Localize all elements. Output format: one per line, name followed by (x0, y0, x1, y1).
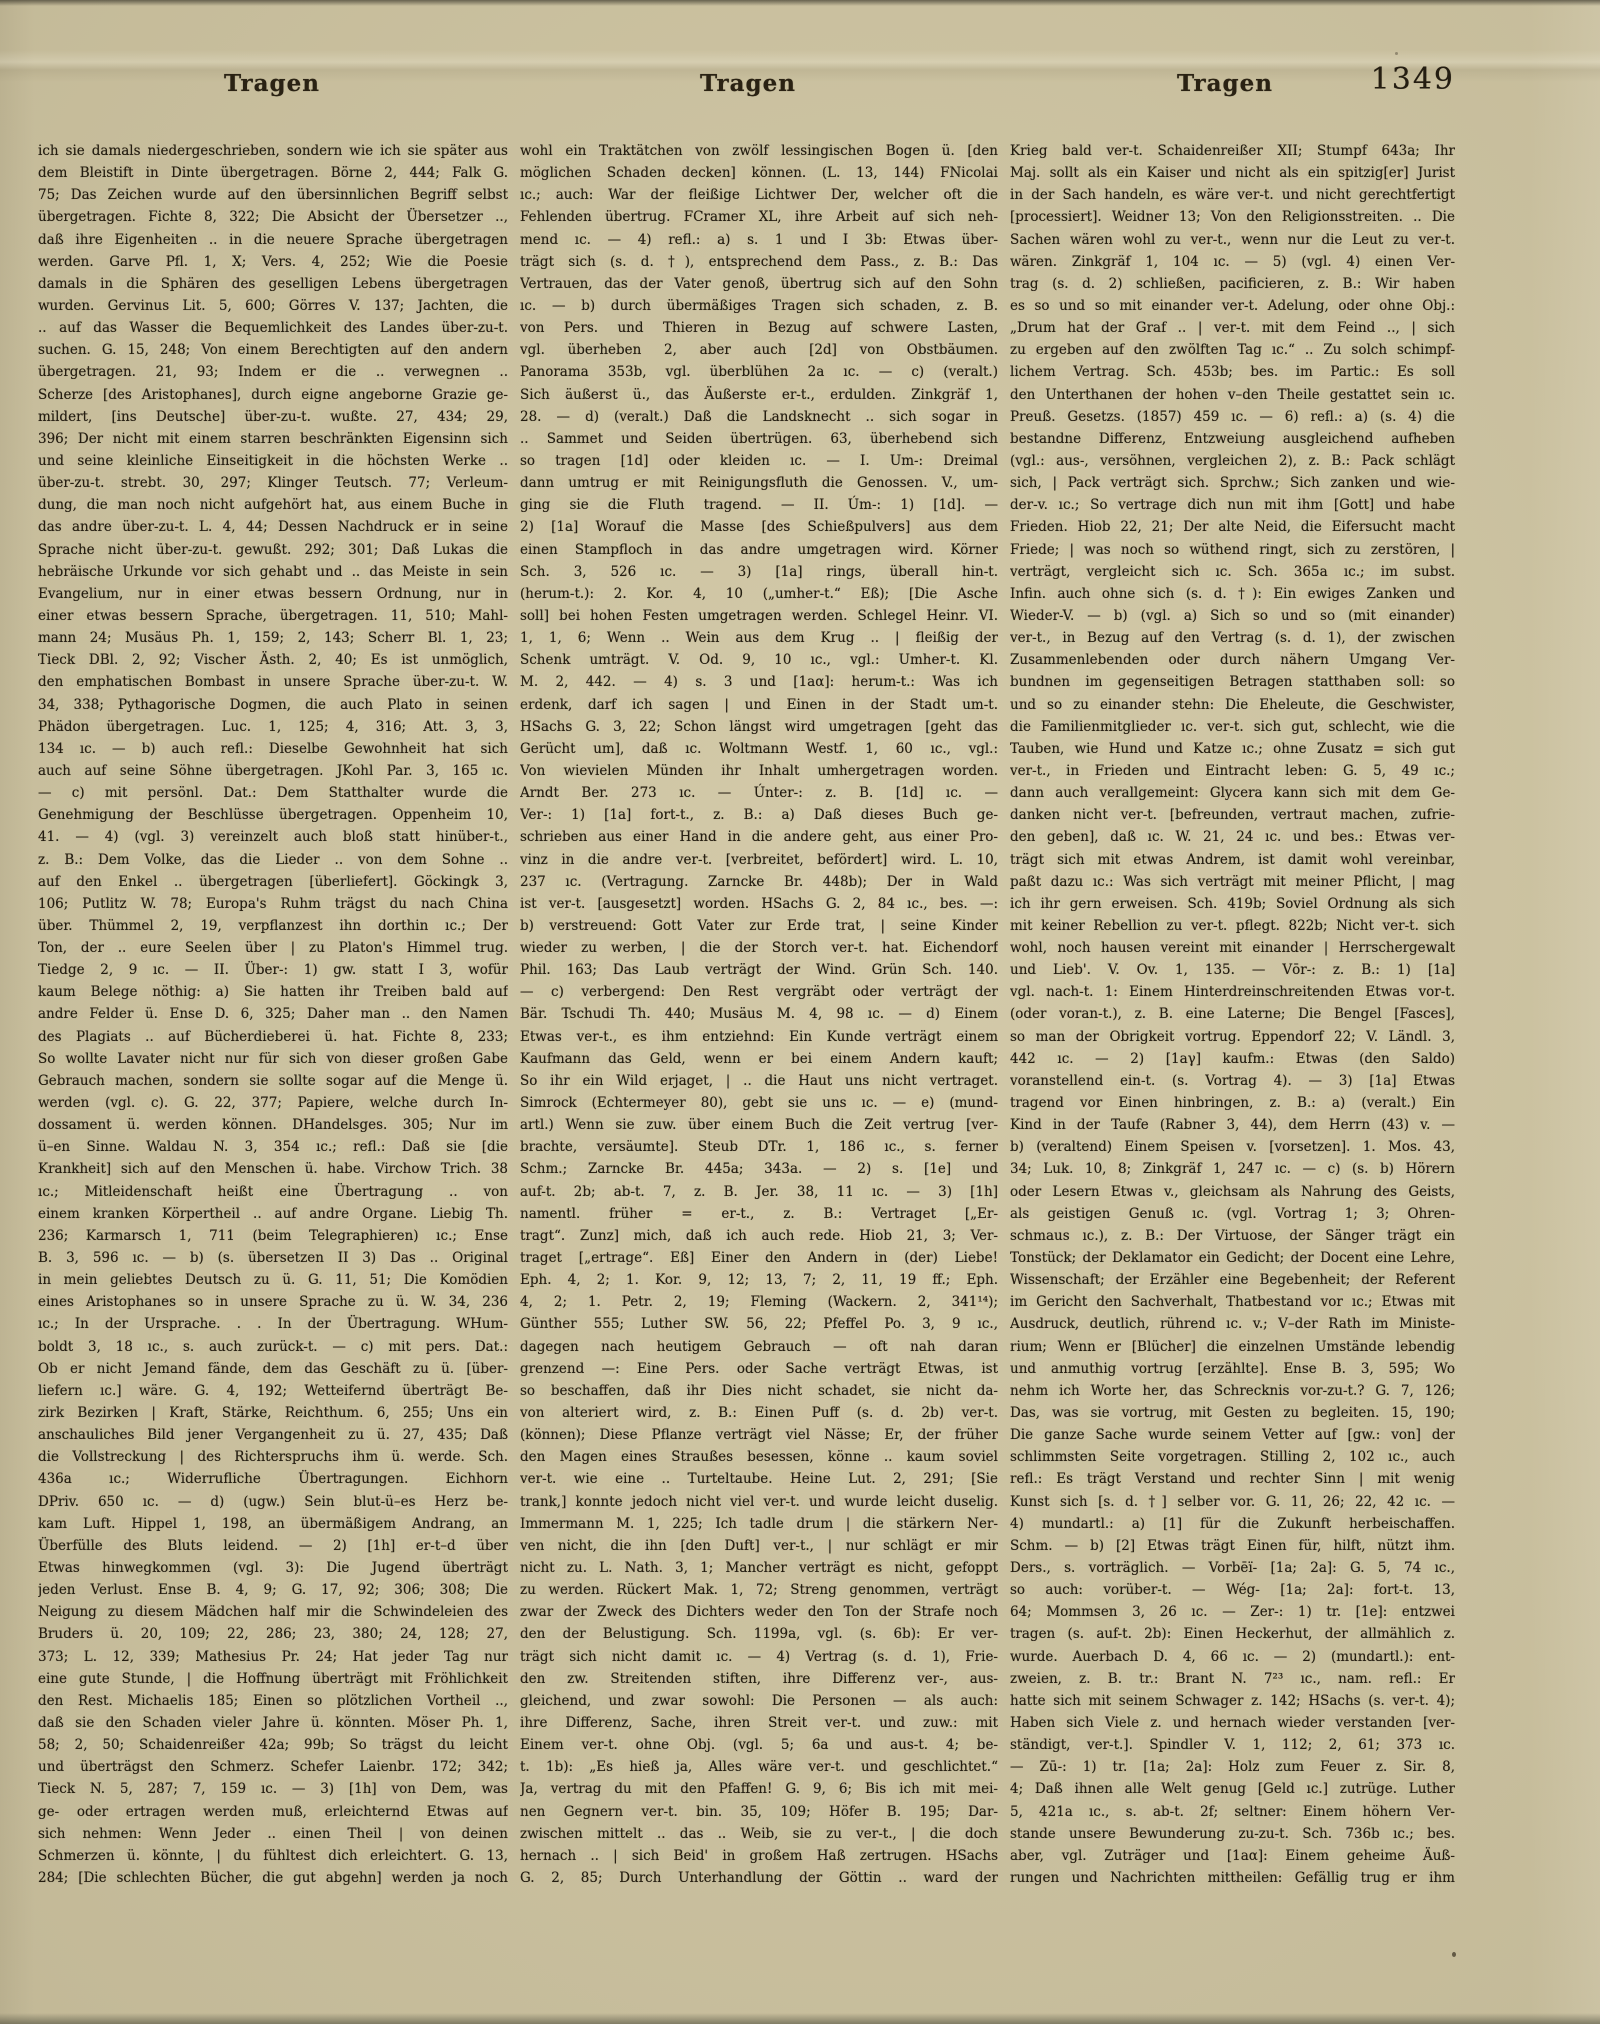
text-line: Schmerzen ü. könnte, | du fühltest dich erleichtert. G. 13, (38, 1847, 508, 1864)
text-line: brachte, versäumte]. Steub DTr. 1, 186 ıc., s. ferner (520, 1139, 998, 1156)
text-line: auf-t. 2b; ab-t. 7, z. B. Jer. 38, 11 ıc. — 3) [1h] (520, 1183, 998, 1200)
text-line: mend ıc. — 4) refl.: a) s. 1 und I 3b: Etwas über- (520, 231, 998, 248)
text-line: bundnen im gegenseitigen Betragen statthaben soll: so (1010, 674, 1455, 691)
text-line: .. auf das Wasser die Bequemlichkeit des Landes über-zu-t. (38, 320, 508, 337)
text-line: möglichen Schaden decken] können. (L. 13, 144) FNicolai (520, 165, 998, 182)
text-line: wohl ein Traktätchen von zwölf lessingischen Bogen ü. [den (520, 143, 998, 159)
text-line: und anmuthig vortrug [erzählte]. Ense B. 3, 595; Wo (1010, 1360, 1455, 1377)
text-line: kam Luft. Hippel 1, 198, an übermäßigem Andrang, an (38, 1515, 508, 1532)
text-line: ü–en Sinne. Waldau N. 3, 354 ıc.; refl.: Daß sie [die (38, 1139, 508, 1156)
text-line: auch auf seine Söhne übergetragen. JKohl Par. 3, 165 ıc. (38, 762, 508, 779)
text-line: trank,] konnte jedoch nicht viel ver-t. und wurde leicht duselig. (520, 1493, 998, 1510)
text-line: den Magen eines Straußes besessen, könne .. kaum soviel (520, 1449, 998, 1466)
text-line: suchen. G. 15, 248; Von einem Berechtigten auf den andern (38, 342, 508, 359)
text-line: liefern ıc.] wäre. G. 4, 192; Wetteifernd überträgt Be- (38, 1382, 508, 1399)
text-line: 64; Mommsen 3, 26 ıc. — Zer-: 1) tr. [1e]: entzwei (1010, 1604, 1455, 1621)
scan-speck (440, 1213, 443, 1216)
text-line: die Familienmitglieder ıc. ver-t. sich gut, schlecht, wie die (1010, 718, 1455, 735)
text-line: es so und so mit einander ver-t. Adelung, oder ohne Obj.: (1010, 297, 1455, 314)
text-line: Die ganze Sache wurde seinem Vetter auf [gw.: von] der (1010, 1427, 1455, 1444)
text-line: Panorama 353b, vgl. überblühen 2a ıc. — c) (veralt.) (520, 364, 998, 381)
text-line: damals in die Sphären des geselligen Lebens übergetragen (38, 275, 508, 292)
text-line: soll] bei hohen Festen umgetragen werden. Schlegel Heinr. VI. (520, 607, 998, 624)
text-line: Sich äußerst ü., das Äußerste er-t., erdulden. Zinkgräf 1, (520, 386, 998, 403)
text-line: Preuß. Gesetzs. (1857) 459 ıc. — 6) refl.: a) (s. 4) die (1010, 408, 1455, 425)
text-line: 237 ıc. (Vertragung. Zarncke Br. 448b); Der in Wald (520, 873, 998, 890)
text-line: Frieden. Hiob 22, 21; Der alte Neid, die Eifersucht macht (1010, 519, 1455, 536)
text-line: ıc. — b) durch übermäßiges Tragen sich schaden, z. B. (520, 297, 998, 314)
text-line: sich, | Pack verträgt sich. Sprchw.; Sich zanken und wie- (1010, 475, 1455, 492)
text-line: Neigung zu diesem Mädchen half mir die Schwindeleien des (38, 1604, 508, 1621)
text-line: 1, 1, 6; Wenn .. Wein aus dem Krug .. | fleißig der (520, 630, 998, 647)
text-line: 5, 421a ıc., s. ab-t. 2f; seltner: Einem höhern Ver- (1010, 1803, 1455, 1820)
text-line: 75; Das Zeichen wurde auf den übersinnlichen Begriff selbst (38, 187, 508, 204)
text-line: Tonstück; der Deklamator ein Gedicht; der Docent eine Lehre, (1010, 1250, 1455, 1267)
text-line: b) (veraltend) Einem Speisen v. [vorsetzen]. 1. Mos. 43, (1010, 1139, 1455, 1156)
text-line: HSachs G. 3, 22; Schon längst wird umgetragen [geht das (520, 718, 998, 735)
text-line: im Gericht den Sachverhalt, Thatbestand vor ıc.; Etwas mit (1010, 1294, 1455, 1311)
text-line: mit keiner Rebellion zu ver-t. pflegt. 822b; Nicht ver-t. sich (1010, 917, 1455, 934)
text-line: danken nicht ver-t. [befreunden, vertraut machen, zufrie- (1010, 807, 1455, 824)
text-line: wären. Zinkgräf 1, 104 ıc. — 5) (vgl. 4) einen Ver- (1010, 253, 1455, 270)
text-line: Schm.; Zarncke Br. 445a; 343a. — 2) s. [1e] und (520, 1161, 998, 1178)
text-line: vgl. überheben 2, aber auch [2d] von Obstbäumen. (520, 342, 998, 359)
text-line: (vgl.: aus-, versöhnen, vergleichen 2), z. B.: Pack schlägt (1010, 452, 1455, 469)
text-line: von alteriert wird, z. B.: Einen Puff (s. d. 2b) ver-t. (520, 1405, 998, 1422)
text-line: mildert, [ins Deutsche] über-zu-t. wußte. 27, 434; 29, (38, 408, 508, 425)
text-line: ihre Differenz, Sache, ihren Streit ver-t. und zuw.: mit (520, 1714, 998, 1731)
text-line: rungen und Nachrichten mittheilen: Gefällig trug er ihm (1010, 1869, 1455, 1886)
text-line: 2) [1a] Worauf die Masse [des Schießpulvers] aus dem (520, 519, 998, 536)
text-line: zweien, z. B. tr.: Brant N. 7²³ ıc., nam. refl.: Er (1010, 1670, 1455, 1687)
text-line: t. 1b): „Es hieß ja, Alles wäre ver-t. und geschlichtet.“ (520, 1759, 998, 1776)
text-line: 284; [Die schlechten Bücher, die gut abgehn] werden ja noch (38, 1869, 508, 1886)
text-line: zirk Bezirken | Kraft, Stärke, Reichthum. 6, 255; Uns ein (38, 1405, 508, 1422)
text-line: Das, was sie vortrug, mit Gesten zu begleiten. 15, 190; (1010, 1405, 1455, 1422)
text-line: nehm ich Worte her, das Schrecknis vor-zu-t.? G. 7, 126; (1010, 1382, 1455, 1399)
text-line: übergetragen. Fichte 8, 322; Die Absicht der Übersetzer .., (38, 209, 508, 226)
text-line: grenzend —: Eine Pers. oder Sache verträgt Etwas, ist (520, 1360, 998, 1377)
text-line: zu ergeben auf den zwölften Tag ıc.“ .. Zu solch schimpf- (1010, 342, 1455, 359)
text-line: trägt sich (s. d. †), entsprechend dem Pass., z. B.: Das (520, 253, 998, 270)
text-line: 134 ıc. — b) auch refl.: Dieselbe Gewohnheit hat sich (38, 740, 508, 757)
text-line: Ausdruck, deutlich, rührend ıc. v.; V–der Rath im Ministe- (1010, 1316, 1455, 1333)
text-line: tragend vor Einen hinbringen, z. B.: a) (veralt.) Ein (1010, 1095, 1455, 1112)
text-line: ıc.; auch: War der fleißige Lichtwer Der, welcher oft die (520, 187, 998, 204)
text-line: das andre über-zu-t. L. 4, 44; Dessen Nachdruck er in seine (38, 519, 508, 536)
text-line: trägt sich nicht damit ıc. — 4) Vertrag (s. d. 1), Frie- (520, 1648, 998, 1665)
text-line: anschauliches Bild jener Vergangenheit zu ü. 27, 435; Daß (38, 1427, 508, 1444)
text-line: Gebrauch machen, sondern sie sollte sogar auf die Menge ü. (38, 1072, 508, 1089)
text-line: namentl. früher = er-t., z. B.: Vertraget [„Er- (520, 1205, 998, 1222)
text-line: den geben], daß ıc. W. 21, 24 ıc. und bes.: Etwas ver- (1010, 829, 1455, 846)
text-line: Arndt Ber. 273 ıc. — Únter-: z. B. [1d] ıc. — (520, 785, 998, 802)
running-title-column1: Tragen (224, 70, 320, 97)
text-line: Wissenschaft; der Erzähler eine Begebenheit; der Referent (1010, 1272, 1455, 1289)
text-line: den der Belustigung. Sch. 1199a, vgl. (s. 6b): Er ver- (520, 1626, 998, 1643)
text-line: Ob er nicht Jemand fände, dem das Geschäft zu ü. [über- (38, 1360, 508, 1377)
text-line: 4, 2; 1. Petr. 2, 19; Fleming (Wackern. 2, 341¹⁴); (520, 1294, 998, 1311)
text-line: zwar der Zweck des Dichters weder den Ton der Strafe noch (520, 1604, 998, 1621)
text-line: Sprache nicht über-zu-t. gewußt. 292; 301; Daß Lukas die (38, 541, 508, 558)
text-line: ständigt, ver-t.]. Spindler V. 1, 112; 2, 61; 373 ıc. (1010, 1737, 1455, 1754)
text-line: zwischen mittelt .. das .. Weib, sie zu ver-t., | die doch (520, 1825, 998, 1842)
text-line: Wieder-V. — b) (vgl. a) Sich so und so (mit einander) (1010, 607, 1455, 624)
text-line: daß ihre Eigenheiten .. in die neuere Sprache übergetragen (38, 231, 508, 248)
text-line: dossament ü. werden können. DHandelsges. 305; Nur im (38, 1117, 508, 1134)
text-line: dem Bleistift in Dinte übergetragen. Börne 2, 444; Falk G. (38, 165, 508, 182)
text-line: Phil. 163; Das Laub verträgt der Wind. Grün Sch. 140. (520, 962, 998, 979)
text-line: verträgt, vergleicht sich ıc. Sch. 365a ıc.; im subst. (1010, 563, 1455, 580)
text-line: (herum-t.): 2. Kor. 4, 10 („umher-t.“ Eß); [Die Asche (520, 585, 998, 602)
text-line: auf den Enkel .. übergetragen [überliefert]. Göckingk 3, (38, 873, 508, 890)
text-line: trägt sich mit etwas Andrem, ist damit wohl vereinbar, (1010, 851, 1455, 868)
text-line: z. B.: Dem Volke, das die Lieder .. von dem Sohne .. (38, 851, 508, 868)
text-line: wohl, noch hausen vereint mit einander | Herrschergewalt (1010, 940, 1455, 957)
text-line: und so zu einander stehn: Die Eheleute, die Geschwister, (1010, 696, 1455, 713)
text-line: Eph. 4, 2; 1. Kor. 9, 12; 13, 7; 2, 11, 19 ff.; Eph. (520, 1272, 998, 1289)
text-line: jeden Verlust. Ense B. 4, 9; G. 17, 92; 306; 308; Die (38, 1582, 508, 1599)
text-line: übergetragen. 21, 93; Indem er die .. verwegnen .. (38, 364, 508, 381)
text-line: Bruders ü. 20, 109; 22, 286; 23, 380; 24, 128; 27, (38, 1626, 508, 1643)
text-line: werden (vgl. c). G. 22, 377; Papiere, welche durch In- (38, 1095, 508, 1112)
text-line: gleichend, und zwar sowohl: Die Personen — als auch: (520, 1692, 998, 1709)
text-line: bestandne Differenz, Entzweiung ausgleichend aufheben (1010, 430, 1455, 447)
text-line: erdenk, darf ich sagen | und Einen in der Stadt um-t. (520, 696, 998, 713)
text-line: Kunst sich [s. d. †] selber vor. G. 11, 26; 22, 42 ıc. — (1010, 1493, 1455, 1510)
text-line: Friede; | was noch so wüthend ringt, sich zu zerstören, | (1010, 541, 1455, 558)
text-line: 34, 338; Pythagorische Dogmen, die auch Plato in seinen (38, 696, 508, 713)
text-line: Infin. auch ohne sich (s. d. †): Ein ewiges Zanken und (1010, 585, 1455, 602)
text-line: Kaufmann das Geld, wenn er bei einem Andern kauft; (520, 1050, 998, 1067)
text-line: als geistigen Genuß ıc. (vgl. Vortrag 1; 3; Ohren- (1010, 1205, 1455, 1222)
text-line: mann 24; Musäus Ph. 1, 159; 2, 143; Scherr Bl. 1, 23; (38, 630, 508, 647)
text-line: .. Sammet und Seiden übertrügen. 63, überhebend sich (520, 430, 998, 447)
running-title-column2: Tragen (700, 70, 796, 97)
text-line: Ja, vertrag du mit den Pfaffen! G. 9, 6; Bis ich mit mei- (520, 1781, 998, 1798)
text-line: Ders., s. vorträglich. — Vorbēï- [1a; 2a]: G. 5, 74 ıc., (1010, 1560, 1455, 1576)
text-line: einer etwas bessern Sprache, übergetragen. 11, 510; Mahl- (38, 607, 508, 624)
text-line: andre Felder ü. Ense D. 6, 325; Daher man .. den Namen (38, 1006, 508, 1023)
text-line: hernach .. | sich Beid' in großem Haß zertrugen. HSachs (520, 1847, 998, 1864)
text-line: von Pers. und Thieren in Bezug auf schwere Lasten, (520, 320, 998, 337)
text-line: — Zū-: 1) tr. [1a; 2a]: Holz zum Feuer z. Sir. 8, (1010, 1759, 1455, 1776)
text-line: ge- oder ertragen werden muß, erleichternd Etwas auf (38, 1803, 508, 1820)
text-line: ıc.; In der Ursprache. . . In der Übertragung. WHum- (38, 1316, 508, 1333)
text-line: schlimmsten Seite vorgetragen. Stilling 2, 102 ıc., auch (1010, 1449, 1455, 1466)
text-line: der-v. ıc.; So vertrage dich nun mit ihm [Gott] und habe (1010, 497, 1455, 514)
text-line: trag (s. d. 2) schließen, pacificieren, z. B.: Wir haben (1010, 275, 1455, 292)
text-line: tragen (s. auf-t. 2b): Einen Heckerhut, der allmählich z. (1010, 1626, 1455, 1643)
text-line: Scherze [des Aristophanes], durch eigne angeborne Grazie ge- (38, 386, 508, 403)
text-line: 34; Luk. 10, 8; Zinkgräf 1, 247 ıc. — c) (s. b) Hörern (1010, 1161, 1455, 1178)
text-line: zu werden. Rückert Mak. 1, 72; Streng genommen, verträgt (520, 1582, 998, 1599)
text-line: hebräische Urkunde vor sich gehabt und .. das Meiste in sein (38, 563, 508, 580)
text-line: einem kranken Körpertheil .. auf andre Organe. Liebig Th. (38, 1205, 508, 1222)
text-line: paßt dazu ıc.: Was sich verträgt mit meiner Pflicht, | mag (1010, 873, 1455, 890)
text-line: Schenk umträgt. V. Od. 9, 10 ıc., vgl.: Umher-t. Kl. (520, 652, 998, 669)
text-line: 373; L. 12, 339; Mathesius Pr. 24; Hat jeder Tag nur (38, 1648, 508, 1665)
text-line: [processiert]. Weidner 13; Von den Religionsstreiten. .. Die (1010, 209, 1455, 226)
text-line: so tragen [1d] oder kleiden ıc. — I. Um-: Dreimal (520, 452, 998, 469)
text-line: ven nicht, die ihn [den Duft] ver-t., | nur schlägt er mir (520, 1537, 998, 1554)
text-line: schmaus ıc.), z. B.: Der Virtuose, der Sänger trägt ein (1010, 1227, 1455, 1244)
text-line: So wollte Lavater nicht nur für sich von dieser großen Gabe (38, 1050, 508, 1067)
text-line: Haben sich Viele z. und hernach wieder verstanden [ver- (1010, 1714, 1455, 1731)
text-line: aber, vgl. Zuträger und [1aα]: Einem geheime Äuß- (1010, 1847, 1455, 1864)
text-line: „Drum hat der Graf .. | ver-t. mit dem Feind .., | sich (1010, 320, 1455, 337)
text-line: 41. — 4) (vgl. 3) vereinzelt auch bloß statt hinüber-t., (38, 829, 508, 846)
text-line: Günther 555; Luther SW. 56, 22; Pfeffel Po. 3, 9 ıc., (520, 1316, 998, 1333)
text-line: G. 2, 85; Durch Unterhandlung der Göttin .. ward der (520, 1869, 998, 1886)
text-line: ver-t., in Frieden und Eintracht leben: G. 5, 49 ıc.; (1010, 762, 1455, 779)
text-line: ich sie damals niedergeschrieben, sondern wie ich sie später aus (38, 143, 508, 159)
text-line: und Lieb'. V. Ov. 1, 135. — Vōr-: z. B.: 1) [1a] (1010, 962, 1455, 979)
text-line: ging sie die Fluth tragend. — II. Úm-: 1) [1d]. — (520, 497, 998, 514)
text-line: Überfülle des Bluts leidend. — 2) [1h] er-t–d über (38, 1537, 508, 1554)
text-line: 442 ıc. — 2) [1aγ] kaufm.: Etwas (den Saldo) (1010, 1050, 1455, 1067)
text-line: traget [„ertrage“. Eß] Einer den Andern in (der) Liebe! (520, 1250, 998, 1267)
text-line: tragt“. Zunz] mich, daß ich auch rede. Hiob 21, 3; Ver- (520, 1227, 998, 1244)
text-line: Etwas hinwegkommen (vgl. 3): Die Jugend überträgt (38, 1560, 508, 1576)
text-line: des Plagiats .. auf Bücherdieberei ü. hat. Fichte 8, 233; (38, 1028, 508, 1045)
text-line: in mein geliebtes Deutsch zu ü. G. 11, 51; Die Komödien (38, 1272, 508, 1289)
text-line: ver-t. wie eine .. Turteltaube. Heine Lut. 2, 291; [Sie (520, 1471, 998, 1488)
text-line: Tauben, wie Hund und Katze ıc.; ohne Zusatz = sich gut (1010, 740, 1455, 757)
text-column-middle (520, 140, 998, 1889)
page-number: 1349 (1370, 62, 1455, 97)
text-line: Krieg bald ver-t. Schaidenreißer XII; Stumpf 643a; Ihr (1010, 143, 1455, 159)
text-line: So ihr ein Wild erjaget, | .. die Haut uns nicht vertraget. (520, 1072, 998, 1089)
text-line: den zw. Streitenden stiften, ihre Differenz ver-, aus- (520, 1670, 998, 1687)
text-line: den emphatischen Bombast in unsere Sprache über-zu-t. W. (38, 674, 508, 691)
text-line: Evangelium, nur in einer etwas bessern Ordnung, nur in (38, 585, 508, 602)
text-line: Gerücht um], daß ıc. Woltmann Westf. 1, 60 ıc., vgl.: (520, 740, 998, 757)
text-line: 58; 2, 50; Schaidenreißer 42a; 99b; So trägst du leicht (38, 1737, 508, 1754)
text-line: 106; Putlitz W. 78; Europa's Ruhm trägst du nach China (38, 895, 508, 912)
text-line: dann auch verallgemeint: Glycera kann sich mit dem Ge- (1010, 785, 1455, 802)
text-line: einen Stampfloch in das andre umgetragen wird. Körner (520, 541, 998, 558)
text-line: eines Aristophanes so in unsere Sprache zu ü. W. 34, 236 (38, 1294, 508, 1311)
text-line: voranstellend ein-t. (s. Vortrag 4). — 3) [1a] Etwas (1010, 1072, 1455, 1089)
text-line: so man der Obrigkeit vortrug. Eppendorf 22; V. Ländl. 3, (1010, 1028, 1455, 1045)
text-line: kaum Belege nöthig: a) Sie hatten ihr Treiben bald auf (38, 984, 508, 1001)
text-line: nicht zu. L. Nath. 3, 1; Mancher verträgt es nicht, gefoppt (520, 1560, 998, 1576)
text-line: Schm. — b) [2] Etwas trägt Einen für, hilft, nützt ihm. (1010, 1537, 1455, 1554)
text-line: vinz in die andre ver-t. [verbreitet, befördert] wird. L. 10, (520, 851, 998, 868)
text-line: daß sie den Schaden vieler Jahre ü. könnten. Möser Ph. 1, (38, 1714, 508, 1731)
text-line: so auch: vorüber-t. — Wég- [1a; 2a]: fort-t. 13, (1010, 1582, 1455, 1599)
text-line: Tieck N. 5, 287; 7, 159 ıc. — 3) [1h] von Dem, was (38, 1781, 508, 1798)
text-line: 4) mundartl.: a) [1] für die Zukunft herbeischaffen. (1010, 1515, 1455, 1532)
text-line: — c) verbergend: Den Rest vergräbt oder verträgt der (520, 984, 998, 1001)
text-line: Bär. Tschudi Th. 440; Musäus M. 4, 98 ıc. — d) Einem (520, 1006, 998, 1023)
text-line: Genehmigung der Beschlüsse übergetragen. Oppenheim 10, (38, 807, 508, 824)
text-line: dann umtrug er mit Reinigungsfluth die Genossen. V., um- (520, 475, 998, 492)
text-line: stande unsere Bewunderung zu-zu-t. Sch. 736b ıc.; bes. (1010, 1825, 1455, 1842)
text-line: dung, die man noch nicht aufgehört hat, aus einem Buche in (38, 497, 508, 514)
text-line: B. 3, 596 ıc. — b) (s. übersetzen II 3) Das .. Original (38, 1250, 508, 1267)
text-line: Etwas ver-t., es ihm entziehnd: Ein Kunde verträgt einem (520, 1028, 998, 1045)
scan-speck (1452, 1952, 1456, 1957)
text-line: Fehlenden übertrug. FCramer XL, ihre Arbeit auf sich neh- (520, 209, 998, 226)
text-line: so beschaffen, daß ihr Dies nicht schadet, sie nicht da- (520, 1382, 998, 1399)
text-line: DPriv. 650 ıc. — d) (ugw.) Sein blut-ü–es Herz be- (38, 1493, 508, 1510)
text-line: den Rest. Michaelis 185; Einen so plötzlichen Vortheil .., (38, 1692, 508, 1709)
text-line: 28. — d) (veralt.) Daß die Landsknecht .. sich sogar in (520, 408, 998, 425)
text-line: ist ver-t. [ausgesetzt] worden. HSachs G. 2, 84 ıc., bes. —: (520, 895, 998, 912)
text-line: Von wievielen Münden ihr Inhalt umhergetragen worden. (520, 762, 998, 779)
text-line: Ton, der .. eure Seelen über | zu Platon's Himmel trug. (38, 940, 508, 957)
text-line: Vertrauen, das der Vater genoß, übertrug sich auf den Sohn (520, 275, 998, 292)
text-line: artl.) Wenn sie zuw. über einem Buch die Zeit vertrug [ver- (520, 1117, 998, 1134)
text-line: 4; Daß ihnen alle Welt genug [Geld ıc.] zutrüge. Luther (1010, 1781, 1455, 1798)
text-line: boldt 3, 18 ıc., s. auch zurück-t. — c) mit pers. Dat.: (38, 1338, 508, 1355)
text-line: 396; Der nicht mit einem starren beschränkten Eigensinn sich (38, 430, 508, 447)
text-line: Tiedge 2, 9 ıc. — II. Über-: 1) gw. statt I 3, wofür (38, 962, 508, 979)
text-line: und seine kleinliche Einseitigkeit in die höchsten Werke .. (38, 452, 508, 469)
text-line: oder Lesern Etwas v., gleichsam als Nahrung des Geists, (1010, 1183, 1455, 1200)
text-line: M. 2, 442. — 4) s. 3 und [1aα]: herum-t.: Was ich (520, 674, 998, 691)
text-line: und überträgst den Schmerz. Schefer Laienbr. 172; 342; (38, 1759, 508, 1776)
text-line: die Vollstreckung | des Richterspruchs ihm ü. werde. Sch. (38, 1449, 508, 1466)
text-line: 436a ıc.; Widerrufliche Übertragungen. Eichhorn (38, 1471, 508, 1488)
text-line: ich ihr gern erweisen. Sch. 419b; Soviel Ordnung als sich (1010, 895, 1455, 912)
text-line: Kind in der Taufe (Rabner 3, 44), dem Herrn (43) v. — (1010, 1117, 1455, 1134)
text-line: Ver-: 1) [1a] fort-t., z. B.: a) Daß dieses Buch ge- (520, 807, 998, 824)
text-line: in der Sach handeln, es wäre ver-t. und nicht gerechtfertigt (1010, 187, 1455, 204)
text-line: Sch. 3, 526 ıc. — 3) [1a] rings, überall hin-t. (520, 563, 998, 580)
text-line: wurde. Auerbach D. 4, 66 ıc. — 2) (mundartl.): ent- (1010, 1648, 1455, 1665)
text-line: b) verstreuend: Gott Vater zur Erde trat, | seine Kinder (520, 917, 998, 934)
text-line: dagegen nach heutigem Gebrauch — oft nah daran (520, 1338, 998, 1355)
text-line: lichem Vertrag. Sch. 453b; bes. im Partic.: Es soll (1010, 364, 1455, 381)
text-line: refl.: Es trägt Verstand und rechter Sinn | mit wenig (1010, 1471, 1455, 1488)
text-line: Immermann M. 1, 225; Ich tadle drum | die stärkern Ner- (520, 1515, 998, 1532)
text-line: wurden. Gervinus Lit. 5, 600; Görres V. 137; Jachten, die (38, 297, 508, 314)
text-line: eine gute Stunde, | die Hoffnung überträgt mit Fröhlichkeit (38, 1670, 508, 1687)
text-line: über. Thümmel 2, 19, verpflanzest ihn dorthin ıc.; Der (38, 917, 508, 934)
text-line: — c) mit persönl. Dat.: Dem Statthalter wurde die (38, 785, 508, 802)
text-line: werden. Garve Pfl. 1, X; Vers. 4, 252; Wie die Poesie (38, 253, 508, 270)
text-line: (oder voran-t.), z. B. eine Laterne; Die Bengel [Fasces], (1010, 1006, 1455, 1023)
text-line: Maj. sollt als ein Kaiser und nicht als ein spitzig[er] Jurist (1010, 165, 1455, 182)
text-line: vgl. nach-t. 1: Einem Hinterdreinschreitenden Etwas vor-t. (1010, 984, 1455, 1001)
text-line: sich nehmen: Wenn Jeder .. einen Theil | von deinen (38, 1825, 508, 1842)
text-line: Krankheit] sich auf den Menschen ü. habe. Virchow Trich. 38 (38, 1161, 508, 1178)
text-line: Simrock (Echtermeyer 80), gebt sie uns ıc. — e) (mund- (520, 1095, 998, 1112)
text-line: über-zu-t. strebt. 30, 297; Klinger Teutsch. 77; Verleum- (38, 475, 508, 492)
text-line: den Unterthanen der hohen v–den Theile gestattet sein ıc. (1010, 386, 1455, 403)
text-line: Phädon übergetragen. Luc. 1, 125; 4, 316; Att. 3, 3, (38, 718, 508, 735)
text-line: ıc.; Mitleidenschaft heißt eine Übertragung .. von (38, 1183, 508, 1200)
text-line: (können); Diese Pflanze verträgt viel Nässe; Er, der früher (520, 1427, 998, 1444)
text-line: nen Gegnern ver-t. bin. 35, 109; Höfer B. 195; Dar- (520, 1803, 998, 1820)
text-line: hatte sich mit seinem Schwager z. 142; HSachs (s. ver-t. 4); (1010, 1692, 1455, 1709)
text-line: Einem ver-t. ohne Obj. (vgl. 5; 6a und aus-t. 4; be- (520, 1737, 998, 1754)
scan-speck (1395, 52, 1398, 55)
text-line: Sachen wären wohl zu ver-t., wenn nur die Leut zu ver-t. (1010, 231, 1455, 248)
text-line: wieder zu werben, | die der Storch ver-t. hat. Eichendorf (520, 940, 998, 957)
text-column-right (1010, 140, 1455, 1889)
running-title-column3: Tragen (1177, 70, 1273, 97)
text-line: Zusammenlebenden oder durch nähern Umgang Ver- (1010, 652, 1455, 669)
text-column-left (38, 140, 508, 1889)
text-line: rium; Wenn er [Blücher] die einzelnen Umstände lebendig (1010, 1338, 1455, 1355)
text-line: Tieck DBl. 2, 92; Vischer Ästh. 2, 40; Es ist unmöglich, (38, 652, 508, 669)
text-line: ver-t., in Bezug auf den Vertrag (s. d. 1), der zwischen (1010, 630, 1455, 647)
text-line: schrieben aus einer Hand in die andere geht, aus einer Pro- (520, 829, 998, 846)
text-line: 236; Karmarsch 1, 711 (beim Telegraphieren) ıc.; Ense (38, 1227, 508, 1244)
